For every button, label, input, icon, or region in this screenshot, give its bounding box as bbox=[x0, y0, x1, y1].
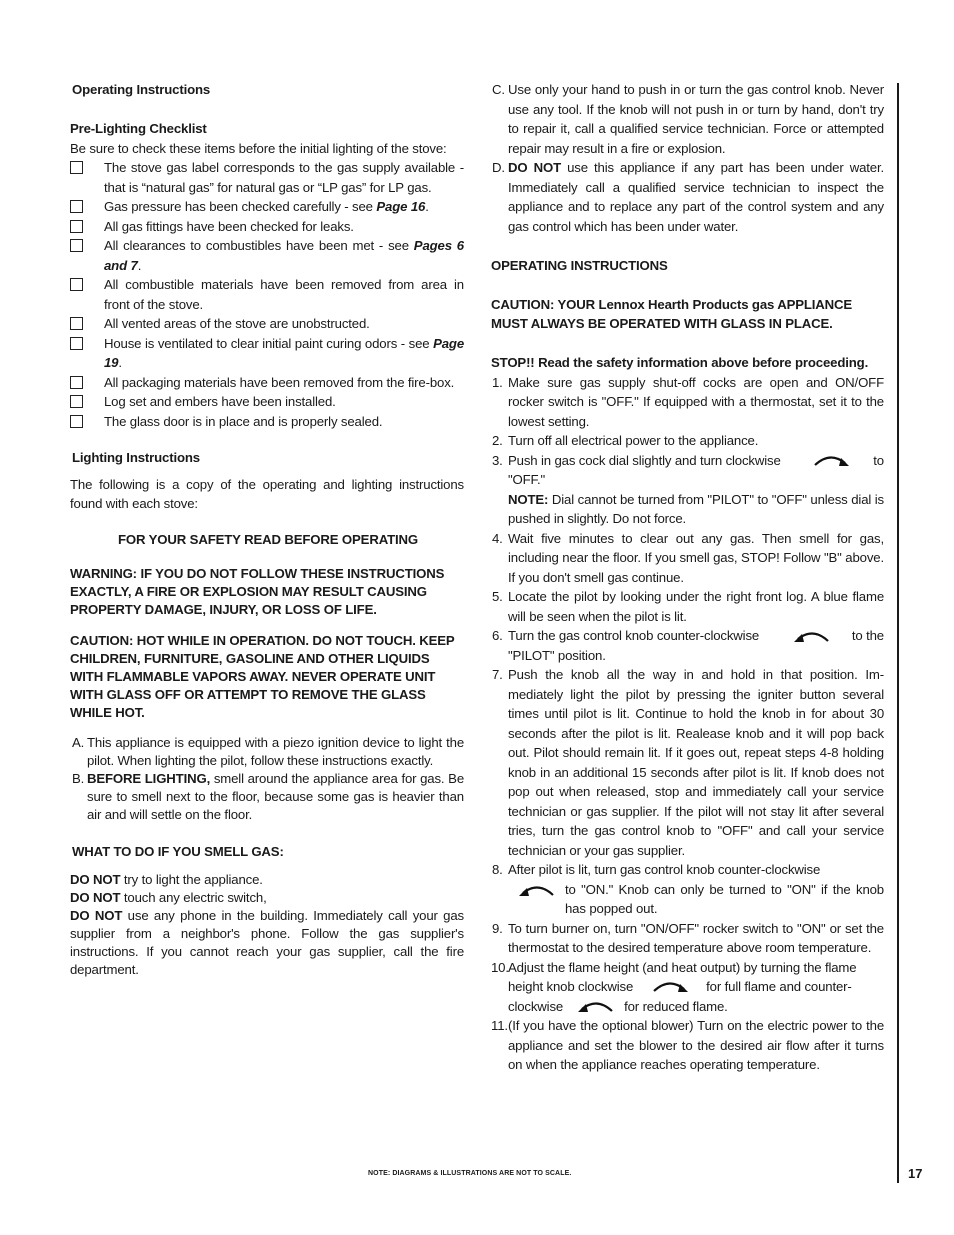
do-not-item: DO NOT touch any electric switch, bbox=[70, 889, 267, 905]
operating-instructions-heading: OPERATING INSTRUCTIONS bbox=[491, 257, 668, 273]
checkbox[interactable] bbox=[70, 278, 83, 291]
lighting-instructions-title: Lighting Instructions bbox=[72, 450, 200, 465]
checklist-item: House is ventilated to clear initial paint curing odors - see Page 19. bbox=[70, 334, 464, 373]
step-1: 1. Make sure gas supply shut-off cocks are open and ON/OFF rocker switch is "OFF." If equipped with a thermostat, set it to the lowest setting. bbox=[492, 374, 884, 429]
step-9: 9. To turn burner on, turn "ON/OFF" rocker switch to "ON" or set the thermostat to the desired temperature above room temperature. bbox=[492, 920, 884, 955]
step-6: 6. Turn the gas control knob counter-clockwise to the "PILOT" position. bbox=[492, 628, 884, 663]
left-column bbox=[70, 80, 464, 979]
checkbox[interactable] bbox=[70, 395, 83, 408]
checkbox[interactable] bbox=[70, 220, 83, 233]
page-reference: Pages 6 and 7 bbox=[104, 238, 464, 273]
item-b: B. BEFORE LIGHTING, smell around the appliance area for gas. Be sure to smell next to the floor, because some gas is heavier than air and will settle on the floor. bbox=[72, 771, 464, 822]
step-11: 11. (If you have the optional blower) Turn on the electric power to the appliance and set the blower to the desired air flow after it turns on when the appliance reaches operating temperature. bbox=[491, 1018, 884, 1072]
checklist-item: All packaging materials have been removed from the fire-box. bbox=[70, 373, 464, 393]
checklist-title: Pre-Lighting Checklist bbox=[70, 121, 207, 136]
page-reference: Page 16 bbox=[376, 199, 426, 214]
do-not-item: DO NOT try to light the appliance. bbox=[70, 871, 263, 887]
warning-block: WARNING: IF YOU DO NOT FOLLOW THESE INSTRUCTIONS EXACTLY, A FIRE OR EXPLOSION MAY RESULT CAUSING PROPERTY DAMAGE, INJURY, OR LOSS OF LIFE. bbox=[70, 566, 445, 617]
caution-block: CAUTION: HOT WHILE IN OPERATION. DO NOT TOUCH. KEEP CHILDREN, FURNITURE, GASOLINE AND OTHER LIQUIDS WITH FLAMMABLE VAPORS AWAY. NEVER OPERATE UNIT WITH GLASS OFF OR ATTEMPT TO REMOVE THE GLASS WHILE HOT. bbox=[70, 633, 455, 720]
step-8: 8. After pilot is lit, turn gas control knob counter-clockwise to "ON." Knob can only be turned to "ON" if the knob has popped out. bbox=[492, 862, 884, 916]
checkbox[interactable] bbox=[70, 200, 83, 213]
counter-clockwise-arrow-icon bbox=[514, 881, 556, 899]
item-c: C. Use only your hand to push in or turn the gas control knob. Never use any tool. If the knob will not push in or turn by hand, don't try to repair it, call a qualified service technician. Force or attempted repair may result in a fire or explosion. bbox=[492, 82, 884, 156]
section-heading-operating: Operating Instructions bbox=[72, 82, 211, 97]
step-7: 7. Push the knob all the way in and hold in that position. Im-mediately light the pilot by pressing the igniter button several times until pilot is lit. Continue to hold the knob in for about 30 seconds after the pilot is lit. Realease knob and it will pop back out. Pilot should remain lit. If it goes out, repeat steps 4-8 holding knob in an additional 15 seconds after pilot is lit. If knob does not pop out when released, stop and immediately call your service technician or gas supplier. If the pilot will not stay lit after several tries, turn the gas control knob to "OFF" and call your service technician or your gas supplier. bbox=[492, 667, 884, 858]
stop-notice: STOP!! Read the safety information above before proceeding. bbox=[491, 355, 869, 370]
pre-lighting-checklist bbox=[70, 158, 464, 431]
checklist-item: Gas pressure has been checked carefully - see Page 16. bbox=[70, 197, 464, 217]
safety-heading: FOR YOUR SAFETY READ BEFORE OPERATING bbox=[118, 531, 418, 547]
item-a: A. This appliance is equipped with a piezo ignition device to light the pilot. When lighting the pilot, follow these instructions exactly. bbox=[72, 735, 464, 768]
item-d: D. DO NOT use this appliance if any part has been under water. Immediately call a qualified service technician to inspect the appliance and to replace any part of the control system and any gas control which has been under water. bbox=[492, 160, 884, 234]
checklist-item: The glass door is in place and is properly sealed. bbox=[70, 412, 464, 432]
right-column bbox=[491, 80, 884, 1075]
checklist-item: The stove gas label corresponds to the gas supply available - that is “natural gas” for natural gas or “LP gas” for LP gas. bbox=[70, 158, 464, 197]
step-3: 3. Push in gas cock dial slightly and turn clockwise to "OFF." NOTE: Dial cannot be turned from "PILOT" to "OFF" unless dial is pushed in slightly. Do not force. bbox=[492, 452, 884, 526]
step-2: 2. Turn off all electrical power to the appliance. bbox=[492, 433, 759, 448]
checklist-item: All clearances to combustibles have been met - see Pages 6 and 7. bbox=[70, 236, 464, 275]
smell-gas-heading: WHAT TO DO IF YOU SMELL GAS: bbox=[72, 844, 284, 859]
checklist-intro: Be sure to check these items before the initial lighting of the stove: bbox=[70, 140, 447, 156]
step-4: 4. Wait five minutes to clear out any gas. Then smell for gas, including near the floor. If you smell gas, STOP! Follow "B" above. If you don't smell gas continue. bbox=[492, 530, 884, 585]
checklist-item: All combustible materials have been removed from area in front of the stove. bbox=[70, 275, 464, 314]
step-10: 10. Adjust the flame height (and heat output) by turning the flame height knob clockwise for full flame and counter-clockwise for reduced flame. bbox=[491, 959, 857, 1014]
checkbox[interactable] bbox=[70, 376, 83, 389]
page-reference: Page 19 bbox=[104, 335, 464, 370]
checkbox[interactable] bbox=[70, 239, 83, 252]
checklist-item: Log set and embers have been installed. bbox=[70, 392, 464, 412]
lighting-intro: The following is a copy of the operating and lighting instructions found with each stove: bbox=[70, 476, 464, 511]
checkbox[interactable] bbox=[70, 317, 83, 330]
checklist-item: All gas fittings have been checked for leaks. bbox=[70, 217, 464, 237]
clockwise-arrow-icon bbox=[651, 977, 693, 995]
do-not-item: DO NOT use any phone in the building. Immediately call your gas supplier from a neighbor's phone. Follow the gas supplier's instructions. If you cannot reach your gas supplier, call the fire department. bbox=[70, 907, 464, 977]
footer-note: NOTE: DIAGRAMS & ILLUSTRATIONS ARE NOT TO SCALE. bbox=[368, 1170, 572, 1177]
counter-clockwise-arrow-icon bbox=[573, 997, 615, 1015]
caution-glass: CAUTION: YOUR Lennox Hearth Products gas APPLIANCE MUST ALWAYS BE OPERATED WITH GLASS IN PLACE. bbox=[491, 296, 853, 331]
step-5: 5. Locate the pilot by looking under the right front log. A blue flame will be seen when the pilot is lit. bbox=[492, 589, 884, 624]
checklist-item: All vented areas of the stove are unobstructed. bbox=[70, 314, 464, 334]
page-number: 17 bbox=[908, 1166, 923, 1181]
checkbox[interactable] bbox=[70, 415, 83, 428]
counter-clockwise-arrow-icon bbox=[789, 627, 831, 645]
clockwise-arrow-icon bbox=[812, 451, 854, 469]
checkbox[interactable] bbox=[70, 161, 83, 174]
checkbox[interactable] bbox=[70, 337, 83, 350]
vertical-rule bbox=[897, 83, 899, 1183]
